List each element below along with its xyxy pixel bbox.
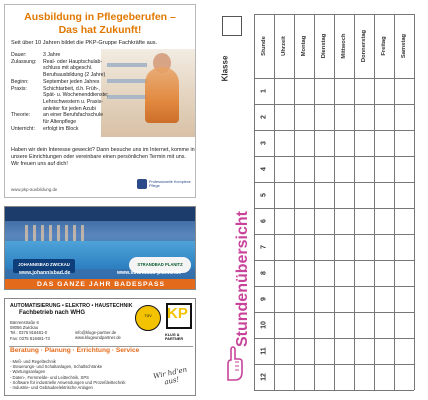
timetable-cell[interactable]	[315, 131, 334, 156]
left-column	[0, 0, 200, 400]
timetable-cell[interactable]	[355, 235, 374, 260]
pkp-logo-icon	[137, 179, 147, 189]
period-number: 10	[260, 321, 268, 329]
company-advertisement	[4, 298, 196, 396]
fact-key: Theorie:	[11, 112, 31, 119]
timetable-grid	[254, 14, 414, 390]
pool-people	[25, 225, 85, 241]
timetable-cell[interactable]	[355, 261, 374, 286]
period-cell	[254, 156, 274, 182]
address-line: Bänrenstraße 6	[10, 320, 39, 325]
timetable-cell[interactable]	[395, 287, 414, 312]
timetable-cell[interactable]	[275, 287, 294, 312]
timetable-cell[interactable]	[295, 313, 314, 338]
timetable-cell[interactable]	[355, 287, 374, 312]
fact-key	[11, 99, 43, 106]
address-line: Fax: 0375 818481-73	[10, 335, 50, 341]
timetable-cell[interactable]	[315, 261, 334, 286]
period-cell	[254, 260, 274, 286]
header-cell	[334, 14, 354, 78]
timetable-cell[interactable]	[395, 261, 414, 286]
timetable-cell[interactable]	[315, 209, 334, 234]
header-label: Dienstag	[321, 33, 327, 59]
header-cell	[394, 14, 414, 78]
fact-value: Real- oder Hauptschulab-	[43, 58, 103, 65]
timetable-cell[interactable]	[295, 209, 314, 234]
header-cell	[374, 14, 394, 78]
timetable-cell[interactable]	[295, 365, 314, 390]
partner-name: KLUG & PARTNER	[165, 333, 184, 341]
fact-value: Lehrschwestern u. Praxis-	[43, 98, 103, 105]
timetable-cell[interactable]	[395, 339, 414, 364]
timetable-cell[interactable]	[395, 209, 414, 234]
company-address	[10, 320, 80, 341]
header-cell	[314, 14, 334, 78]
header-label: Uhrzeit	[281, 36, 287, 56]
fact-row	[11, 119, 121, 126]
contact-line: www.klugeundpartner.de	[75, 335, 121, 341]
timetable-title: Stundenübersicht	[234, 211, 251, 348]
handwritten-note: Wir hd'en aus!	[152, 365, 188, 387]
period-cell	[254, 338, 274, 364]
period-cell	[254, 364, 274, 390]
timetable-cell[interactable]	[355, 157, 374, 182]
period-number: 8	[260, 271, 268, 275]
timetable-cell[interactable]	[375, 287, 394, 312]
timetable-cell[interactable]	[295, 79, 314, 104]
johannisbad-logo-text: JOHANNISBAD ZWICKAU	[18, 262, 70, 267]
fact-row	[11, 92, 121, 99]
fact-row	[11, 72, 121, 79]
fact-row	[11, 86, 121, 93]
timetable-cell[interactable]	[375, 157, 394, 182]
fact-row	[11, 106, 121, 113]
period-cell	[254, 78, 274, 104]
timetable-cell[interactable]	[315, 365, 334, 390]
timetable-cell[interactable]	[295, 261, 314, 286]
period-number: 3	[260, 141, 268, 145]
timetable-cell[interactable]	[395, 235, 414, 260]
timetable-cell[interactable]	[275, 339, 294, 364]
header-label: Montag	[301, 35, 307, 57]
ad-headline-line1: Ausbildung in Pflegeberufen –	[24, 11, 176, 23]
fact-key	[11, 92, 43, 99]
address-line: Tel.: 0375 818481-0	[10, 330, 48, 336]
timetable-cell[interactable]	[335, 235, 354, 260]
period-number: 4	[260, 167, 268, 171]
timetable-cell[interactable]	[335, 339, 354, 364]
period-number: 7	[260, 245, 268, 249]
timetable-cell[interactable]	[335, 105, 354, 130]
tuv-seal-icon	[135, 305, 161, 331]
service-item: - Steuerungs- und Schaltanlagen, Schaltschränke	[10, 364, 103, 370]
fact-value: für Altenpflege	[43, 119, 77, 126]
timetable-cell[interactable]	[295, 131, 314, 156]
period-cell	[254, 208, 274, 234]
fact-row	[11, 112, 121, 119]
timetable-cell[interactable]	[315, 183, 334, 208]
timetable-cell[interactable]	[275, 131, 294, 156]
timetable-cell[interactable]	[335, 287, 354, 312]
timetable-cell[interactable]	[355, 79, 374, 104]
timetable-cell[interactable]	[315, 313, 334, 338]
timetable-cell[interactable]	[375, 365, 394, 390]
fact-value: schluss mit abgeschl.	[43, 65, 93, 72]
timetable-cell[interactable]	[335, 365, 354, 390]
fact-value: erfolgt im Block	[43, 125, 79, 132]
fact-value: September jeden Jahres	[43, 78, 100, 85]
ad-intro: Seit über 10 Jahren bildet die PKP-Gruppe Fachkräfte aus.	[11, 40, 158, 46]
training-advertisement	[4, 4, 196, 198]
period-cell	[254, 182, 274, 208]
timetable-cell[interactable]	[355, 313, 374, 338]
timetable-cell[interactable]	[355, 339, 374, 364]
training-facts	[11, 52, 121, 132]
strandbad-url: www.strandbad-planitz.de	[117, 270, 182, 276]
hall-roof	[5, 207, 196, 221]
timetable-cell[interactable]	[295, 157, 314, 182]
timetable-cell[interactable]	[355, 183, 374, 208]
timetable-cell[interactable]	[375, 79, 394, 104]
timetable-cell[interactable]	[275, 235, 294, 260]
timetable-cell[interactable]	[395, 157, 414, 182]
timetable-cell[interactable]	[295, 105, 314, 130]
company-name: AUTOMATISIERUNG • ELEKTRO • HAUSTECHNIK	[10, 303, 133, 309]
period-number: 6	[260, 219, 268, 223]
pkp-logo-text: Professionelle Komplexe Pflege	[149, 180, 191, 189]
header-label: Samstag	[401, 33, 407, 59]
timetable-cell[interactable]	[275, 209, 294, 234]
timetable-cell[interactable]	[275, 261, 294, 286]
timetable-cell[interactable]	[335, 183, 354, 208]
timetable-cell[interactable]	[335, 157, 354, 182]
services-list	[10, 359, 142, 390]
timetable-cell[interactable]	[355, 105, 374, 130]
header-cell	[274, 14, 294, 78]
timetable-cell[interactable]	[315, 105, 334, 130]
timetable-cell[interactable]	[275, 313, 294, 338]
header-label: Mittwoch	[341, 33, 347, 59]
tuv-seal-text: TÜV	[144, 314, 152, 318]
fact-value: 3 Jahre	[43, 52, 61, 58]
fact-key: Beginn:	[11, 78, 29, 85]
service-item: - Meß- und Regeltechnik	[10, 359, 56, 364]
timetable-cell[interactable]	[395, 79, 414, 104]
timetable-cell[interactable]	[315, 79, 334, 104]
period-cell	[254, 130, 274, 156]
timetable-cell[interactable]	[335, 131, 354, 156]
timetable-cell[interactable]	[335, 261, 354, 286]
header-cell	[354, 14, 374, 78]
fact-key	[11, 119, 43, 126]
timetable-cell[interactable]	[375, 339, 394, 364]
fact-value: Spät- u. Wochenenddienste;	[43, 92, 109, 99]
header-cell	[294, 14, 314, 78]
timetable-cell[interactable]	[295, 235, 314, 260]
fact-key: Dauer:	[11, 52, 27, 58]
period-number: 5	[260, 193, 268, 197]
contact-line: info@kluge-partner.de	[75, 330, 117, 335]
timetable-panel	[214, 0, 428, 400]
fact-row	[11, 126, 121, 133]
period-cell	[254, 312, 274, 338]
timetable-cell[interactable]	[275, 183, 294, 208]
timetable-cell[interactable]	[355, 131, 374, 156]
timetable-cell[interactable]	[275, 79, 294, 104]
timetable-cell[interactable]	[275, 105, 294, 130]
period-cell	[254, 234, 274, 260]
header-label: Donnerstag	[361, 29, 367, 63]
pointing-hand-icon	[222, 346, 244, 382]
fact-key	[11, 106, 43, 113]
timetable-cell[interactable]	[375, 261, 394, 286]
period-number: 2	[260, 115, 268, 119]
timetable-cell[interactable]	[375, 105, 394, 130]
timetable-cell[interactable]	[395, 365, 414, 390]
timetable-cell[interactable]	[395, 183, 414, 208]
timetable-cell[interactable]	[395, 313, 414, 338]
timetable-cell[interactable]	[335, 209, 354, 234]
company-subtitle: Fachbetrieb nach WHG	[19, 310, 86, 316]
timetable-cell[interactable]	[315, 235, 334, 260]
timetable-cell[interactable]	[295, 339, 314, 364]
period-number: 1	[260, 89, 268, 93]
fact-row	[11, 52, 121, 59]
fact-row	[11, 65, 121, 72]
fact-row	[11, 59, 121, 66]
service-item: - Industrie- und Gebäudeelektrische Anlagen	[10, 385, 93, 391]
pool-slogan: DAS GANZE JAHR BADESPASS	[36, 281, 166, 288]
period-cell	[254, 104, 274, 130]
fact-key: Zulassung:	[11, 58, 37, 65]
fact-value: Schichtarbeit, d.h. Früh-,	[43, 85, 100, 92]
fact-value: Berufsausbildung (2 Jahre)	[43, 72, 106, 79]
ad-url: www.pkp-ausbildung.de	[11, 187, 58, 192]
fact-row	[11, 79, 121, 86]
period-number: 9	[260, 297, 268, 301]
class-box[interactable]	[222, 16, 242, 36]
header-cell	[254, 14, 274, 78]
timetable-cell[interactable]	[315, 339, 334, 364]
header-label: Stunde	[261, 36, 267, 56]
fact-key: Unterricht:	[11, 125, 35, 132]
fact-row	[11, 99, 121, 106]
timetable-cell[interactable]	[275, 365, 294, 390]
johannisbad-url: www.johannisbad.de	[19, 270, 71, 276]
title-wrap	[220, 210, 250, 360]
header-label: Freitag	[381, 36, 387, 56]
company-contact	[75, 330, 121, 340]
period-number: 12	[260, 373, 268, 381]
timetable-cell[interactable]	[295, 183, 314, 208]
timetable-cell[interactable]	[375, 183, 394, 208]
fact-key	[11, 65, 43, 72]
timetable-cell[interactable]	[395, 131, 414, 156]
timetable-cell[interactable]	[335, 79, 354, 104]
timetable-cell[interactable]	[315, 157, 334, 182]
timetable-cell[interactable]	[375, 131, 394, 156]
timetable-cell[interactable]	[355, 365, 374, 390]
grid-hline	[254, 390, 414, 391]
timetable-cell[interactable]	[275, 157, 294, 182]
timetable-cell[interactable]	[395, 105, 414, 130]
company-tagline: Beratung · Planung · Errichtung · Service	[10, 347, 140, 354]
fact-key: Praxis:	[11, 85, 27, 92]
strandbad-logo-text: STRANDBAD PLANITZ	[137, 262, 183, 267]
service-item: - Software für industrielle Anwendungen und Prozeßleittechnik	[10, 379, 126, 385]
timetable-cell[interactable]	[335, 313, 354, 338]
pool-advertisement	[4, 206, 196, 290]
ad-closing-text: Haben wir dein Interesse geweckt? Dann besuche uns im Internet, komme in unsere Einrichtungen oder vereinbare einen persönlichen Termin mit uns. Wir freuen uns auf dich!	[11, 147, 195, 167]
ad-headline-line2: Das hat Zukunft!	[58, 24, 142, 36]
timetable-cell[interactable]	[375, 235, 394, 260]
service-item: - Daten-, Fernmelde- und Leittechnik, SPS	[10, 374, 89, 380]
service-item: - Wartungsanlagen	[10, 369, 46, 375]
kp-logo-text: KP	[167, 305, 188, 322]
fact-key	[11, 72, 43, 79]
timetable-cell[interactable]	[295, 287, 314, 312]
grid-vline	[414, 14, 415, 390]
class-label: Klasse	[220, 55, 230, 82]
period-cell	[254, 286, 274, 312]
fact-value: an einer Berufsfachschule	[43, 112, 103, 119]
timetable-cell[interactable]	[375, 313, 394, 338]
period-number: 11	[260, 347, 268, 355]
fact-value: anleiter für jeden Azubi	[43, 105, 96, 112]
address-line: 08056 Zwickau	[10, 325, 39, 331]
class-label-wrap	[220, 54, 244, 84]
timetable-cell[interactable]	[355, 209, 374, 234]
timetable-cell[interactable]	[375, 209, 394, 234]
timetable-cell[interactable]	[315, 287, 334, 312]
